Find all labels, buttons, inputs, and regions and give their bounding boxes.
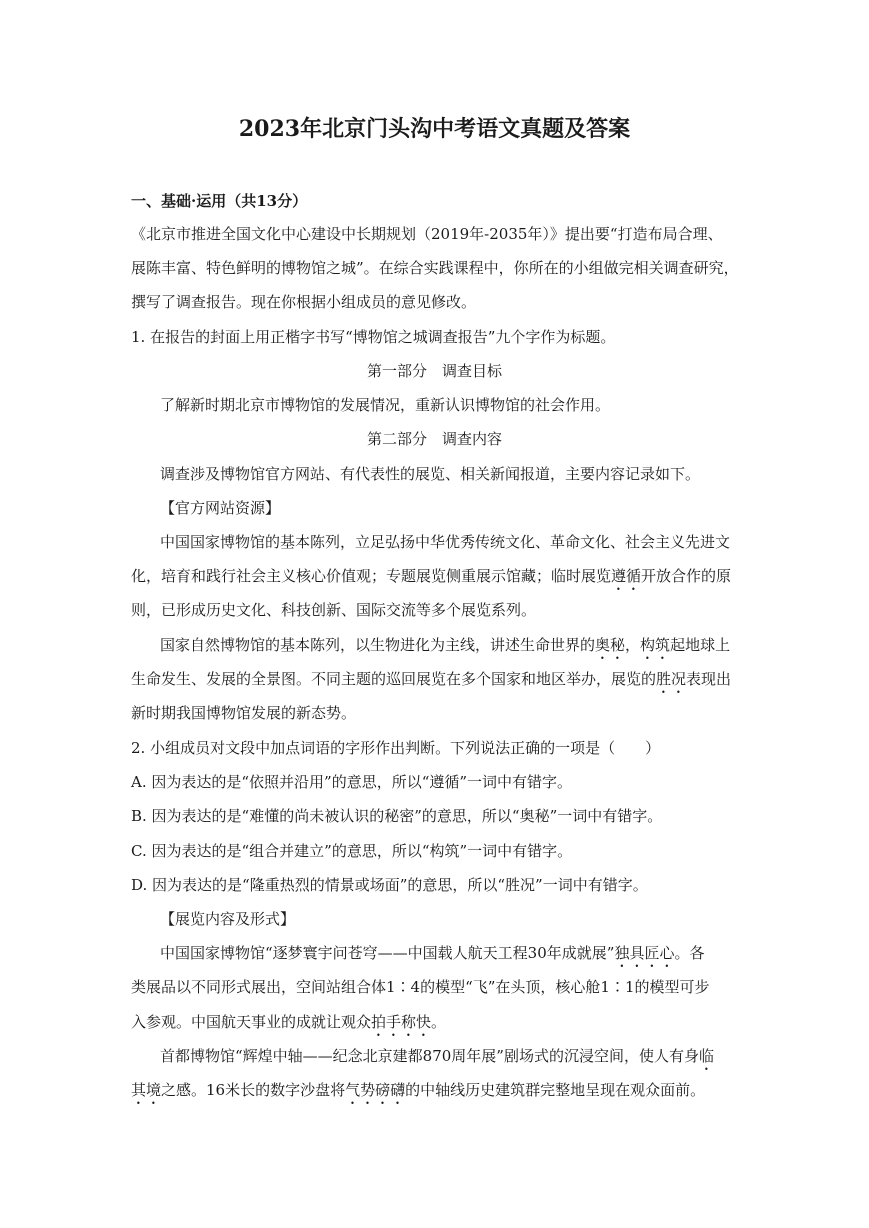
text-run: 之感。16米长的数字沙盘将 [161,1081,346,1099]
intro-line-1: 《北京市推进全国文化中心建设中长期规划（2019年-2035年）》提出要“打造布局合理、 [131,225,723,243]
capital-exhibit-line-2 [131,1079,705,1108]
option-b: B. 因为表达的是“难懂的尚未被认识的秘密”的意思，所以“奥秘”一词中有错字。 [131,807,663,825]
text-run: 国家自然博物馆的基本陈列，以生物进化为主线，讲述生命世界的 [160,636,596,654]
intro-line-3: 撰写了调查报告。现在你根据小组成员的意见修改。 [131,293,477,311]
text-run: 化，培育和践行社会主义核心价值观；专题展览侧重展示馆藏；临时展览 [131,567,612,585]
text-run: 起地球上 [670,636,731,654]
option-a: A. 因为表达的是“依照并沿用”的意思，所以“遵循”一词中有错字。 [131,773,573,791]
option-d: D. 因为表达的是“隆重热烈的情景或场面”的意思，所以“胜况”一词中有错字。 [131,876,648,894]
emphasized-word: 气势磅礴 [345,1081,406,1099]
emphasized-word: 构筑 [640,636,671,654]
text-run: 表现出 [686,670,732,688]
part1-heading: 第一部分 调查目标 [366,362,502,380]
space-exhibit-line-3 [131,1011,446,1040]
capital-exhibit-line-1 [160,1045,714,1074]
space-exhibit-line-2: 类展品以不同形式展出，空间站组合体1∶4的模型“飞”在头顶，核心舱1∶1的模型可步 [131,978,710,996]
text-run: 的中轴线历史建筑群完整地呈现在观众面前。 [405,1081,706,1099]
text-run: 。 [431,1013,447,1031]
national-museum-line-1: 中国国家博物馆的基本陈列，立足弘扬中华优秀传统文化、革命文化、社会主义先进文 [160,533,731,551]
text-run: 生命发生、发展的全景图。不同主题的巡回展览在多个国家和地区举办，展览的 [131,670,657,688]
emphasized-word: 遵循 [611,567,642,585]
emphasized-word: 临 [698,1047,714,1065]
natural-museum-line-1 [160,634,730,663]
question-2-stem: 2. 小组成员对文段中加点词语的字形作出判断。下列说法正确的一项是（ ） [131,739,661,757]
natural-museum-line-2 [131,668,731,697]
text-run: ， [625,636,641,654]
section-heading: 一、基础·运用（共13分） [131,192,308,210]
question-1: 1. 在报告的封面上用正楷字书写“博物馆之城调查报告”九个字作为标题。 [131,328,616,346]
part1-text: 了解新时期北京市博物馆的发展情况，重新认识博物馆的社会作用。 [160,396,611,414]
emphasized-word: 独具匠心 [614,944,675,962]
text-run: 入参观。中国航天事业的成就让观众 [131,1013,372,1031]
text-run: 首都博物馆“辉煌中轴——纪念北京建都870周年展”剧场式的沉浸空间，使人有身 [160,1047,699,1065]
document-title: 2023年北京门头沟中考语文真题及答案 [238,116,631,142]
exhibit-heading: 【展览内容及形式】 [160,910,296,928]
official-heading: 【官方网站资源】 [160,499,281,517]
part2-heading: 第二部分 调查内容 [366,430,502,448]
part2-text: 调查涉及博物馆官方网站、有代表性的展览、相关新闻报道，主要内容记录如下。 [160,465,701,483]
emphasized-word: 拍手称快 [371,1013,432,1031]
emphasized-word: 其境 [131,1081,162,1099]
emphasized-word: 奥秘 [595,636,626,654]
national-museum-line-3: 则，已形成历史文化、科技创新、国际交流等多个展览系列。 [131,601,537,619]
text-run: 。各 [674,944,705,962]
space-exhibit-line-1 [160,942,704,971]
natural-museum-line-3: 新时期我国博物馆发展的新态势。 [131,704,357,722]
text-run: 中国国家博物馆“逐梦寰宇问苍穹——中国载人航天工程30年成就展” [160,944,615,962]
text-run: 开放合作的原 [641,567,732,585]
intro-line-2: 展陈丰富、特色鲜明的博物馆之城”。在综合实践课程中，你所在的小组做完相关调查研究， [131,259,739,277]
national-museum-line-2 [131,565,731,594]
emphasized-word: 胜况 [656,670,687,688]
option-c: C. 因为表达的是“组合并建立”的意思，所以“构筑”一词中有错字。 [131,842,573,860]
